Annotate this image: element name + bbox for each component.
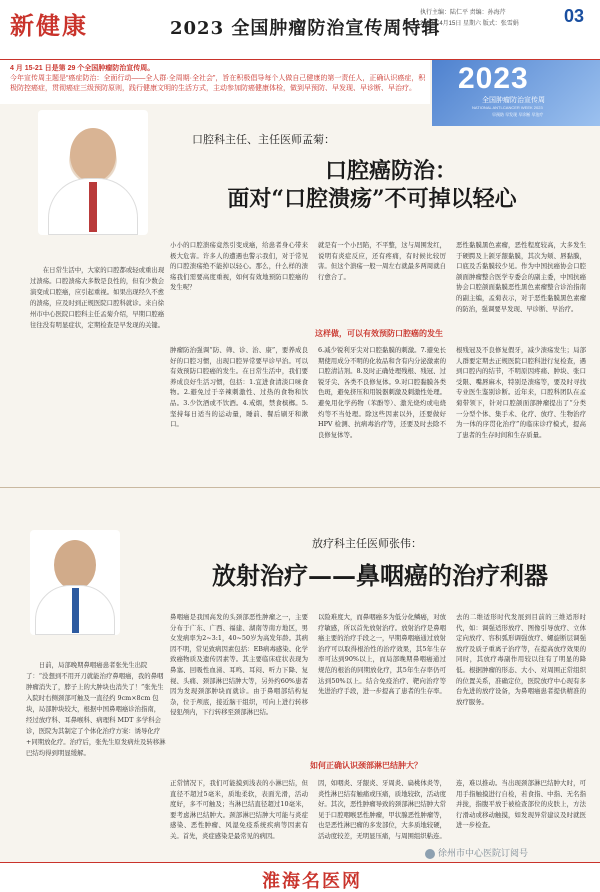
section1-column-1: 小小的口腔溃疡竟然引变成癌，给患者身心带来极大危害。许多人的遭遇也警示我们，对于常见的口腔溃疡绝不能掉以轻心。那么，什么样的溃疡我们需要高度重视，如何有效地预防口腔癌的发生呢？ [170, 241, 308, 292]
poster-subtitle: 全国肿瘤防治宣传周 [482, 97, 545, 104]
section1-column-3: 恶性黏膜黑色素瘤，恶性程度较高，大多发生于硬腭及上颌牙龈黏膜，其次为颊、唇黏膜，口底及舌黏膜较少见。作为中国抗癌协会口腔颌面肿瘤整合医学专委会的副主委，中国抗癌协会口腔颌面黏膜恶性黑色素瘤整合诊治指南的副主编，孟菊表示，对于恶性黏膜黑色素瘤的防治，强调要早发现、早诊断、早治疗。 [456, 241, 586, 313]
section1-headline-line1: 口腔癌防治： [324, 158, 457, 184]
section2-column-3: 去的二维适形时代发展到目前的三维适形时代，如：调强适形放疗、图像引导放疗、立体定向放疗、容积弧形调强放疗、螺旋断层调强放疗及质子重离子治疗等，在提高放疗效果的同时，其放疗毒副作用较以往有了明显的降低。根据肿瘤的形态、大小、对周围正常组织的位置关系，准确定位，医院放疗中心现有多台先进的放疗设备，为鼻咽癌患者提供精准的放疗服务。 [456, 613, 586, 706]
wechat-watermark [425, 846, 528, 859]
doctor-tie [72, 588, 79, 633]
section1-sidebar: 在日常生活中，大家的口腔都或轻或重出现过溃疡。口腔溃疡大多数是良性的，但有少数会演变成口腔癌，应引起重视。如果出现经久不愈的溃疡，应及时到正规医院口腔科就诊。来自徐州市中心医院口腔科主任孟菊介绍，早期口腔癌往往没有明显症状，定期检查是早发现的关键。 [30, 266, 165, 329]
meta-line-2: 2023年4月15日 星期六 版式：张雪娟 [420, 21, 519, 27]
doctor-tie [89, 182, 97, 232]
intro-strip [0, 60, 430, 104]
section2-column-4: 正常情况下，我们可能摸到浅表的小淋巴结，但直径不超过5毫米，质地柔软，表面光滑，活动度好，多不可触及；当淋巴结直径超过10毫米，要考虑淋巴结肿大。颈部淋巴结肿大可能与炎症感染、恶性肿瘤、风湿免疫系统疾病等因素有关。首先，炎症感染是最常见的病因。 [170, 779, 308, 840]
intro-line-2: 今年宣传周主题是“癌症防治：全面行动——全人群·全周期·全社会”，旨在积极倡导每个人做自己健康的第一责任人，正确认识癌症，积极防控癌症，贯彻癌症三级预防原则，践行健康文明的生活方式，主动参加防癌健康体检，做到早预防、早发现、早诊断、早治疗。 [10, 75, 426, 92]
section2-byline: 放疗科主任医师张伟： [312, 538, 422, 550]
campaign-poster [432, 60, 600, 126]
doctor-face [70, 128, 116, 182]
newspaper-logo: 新健康 [10, 11, 88, 40]
editorial-meta [420, 8, 519, 30]
section1-column-2: 就是有一个小凹陷，不平整，这与周围发红，说明有炎症反应，还有疼痛，有时候比较厉害。但这个溃疡一般一周左右就最多两周就自行愈合了。 [318, 241, 446, 281]
section1-column-6: 根残冠及不良修复假牙，减少溃疡发生；局部人群要定期去正规医院口腔科进行复检查，遇到口腔内的结节，不明原因疼痛、肿块、张口受限、嘴唇麻木，特别是溃疡等，要及时寻找专业医生鉴别诊断。近年来，口腔科团队在孟菊带领下，针对口腔颌面部肿瘤提出了“分类一分型个体、集手术、化疗、放疗、生物治疗为一体的序贯化治疗”的临床诊疗模式，提高了患者的生存时间和生存质量。 [456, 346, 586, 439]
section2-column-1: 鼻咽癌是我国高发的头颈部恶性肿瘤之一，主要分布于广东、广西、福建、湖南等南方地区，男女发病率为2~3:1，40~50岁为高发年龄。其病因不明，常见致病因素包括：EB病毒感染、化学致癌物质及遗传因素等。其主要临床症状表现为鼻塞、回吸性血涕、耳鸣、耳闷、听力下降、复视、头痛、颈部淋巴结肿大等，另外约60%患者因为发现颈部肿块而就诊。由于鼻咽部结构复杂，位于颅底，接近脑干组织，可向上进行转移侵犯颅内，下行转移至颈部淋巴结。 [170, 613, 308, 717]
section2-column-6: 连，难以推动。当出现颈部淋巴结肿大时，可用手指触摸进行自检，若食指、中指、无名指并拢，指腹平放于被检查部位的皮肤上，方法行滑动或移动触摸，如发现异常建议及时就医进一步检查。 [456, 779, 586, 830]
section1-subheading: 这样做，可以有效预防口腔癌的发生 [315, 329, 443, 338]
section1-byline: 口腔科主任、主任医师孟菊： [192, 134, 335, 146]
page-number: 03 [564, 6, 585, 26]
wechat-icon [425, 849, 435, 859]
footer-brand: 淮海名医网 [262, 871, 362, 892]
poster-english: NATIONAL ANTI-CANCER WEEK 2023 [472, 105, 543, 110]
masthead [0, 0, 600, 60]
intro-text [10, 64, 430, 94]
doctor-face [54, 540, 96, 590]
section2-sidebar: 日前，局部晚期鼻咽癌患者张先生出院了：“没想到不用开刀就能治疗鼻咽癌，我的鼻咽肿瘤消失了，脖子上的大肿块也消失了！”张先生入院时右侧颈部可触及一直径约 9cm×8cm 包块，局部肿块较大，根据中国鼻咽癌诊治指南，经过放疗科、耳鼻喉科、病理科 MDT 多学科会诊，医院为其制定了个体化治疗方案：诱导化疗+同期放化疗。治疗后，张先生原发病灶及转移淋巴结均得到明显缓解。 [26, 661, 166, 757]
doctor-photo-zhang [30, 530, 120, 635]
doctor-photo-meng [38, 110, 148, 235]
intro-line-1: 4 月 15-21 日是第 29 个全国肿瘤防治宣传周。 [10, 65, 155, 72]
section1-column-5: 6.减少锐利牙尖对口腔黏膜的刺激。7.避免长期使用成分不明的化妆品和含有内分泌激素的口腔清洁剂。8.及时正确处理残根、残冠、过锐牙尖、各类不良修复体。9.对口腔黏膜各类色斑，避免挤压和用锐器刺激及刺激性处理。避免用化学药物（苯酚等）、激光烧灼或电烧灼等不当处理。除这些因素以外，还要做好 HPV 检测、抗病毒治疗等，还要及时去除不良修复体等。 [318, 346, 446, 439]
poster-tags: 早预防 早发现 早诊断 早治疗 [492, 112, 544, 117]
meta-line-1: 执行主编：陆仁平 责编：孙海芹 [420, 10, 506, 16]
special-edition-title: 2023 全国肿瘤防治宣传周特辑 [170, 18, 441, 39]
section2-column-5: 因，如咽炎、牙龈炎、牙周炎、扁桃体炎等，炎性淋巴结有触痛或压痛，质地较软，活动度好。其次，恶性肿瘤导致的颈部淋巴结肿大常见于口腔咽喉恶性肿瘤，甲状腺恶性肿瘤等，也是恶性淋巴瘤的多发部位，大多质地较硬，活动度较差，无明显压痛，与周围组织粘连。 [318, 779, 446, 840]
footer [0, 862, 600, 892]
poster-year: 2023 [458, 62, 529, 95]
section1-headline-line2: 面对“口腔溃疡”不可掉以轻心 [227, 186, 517, 212]
section2-subheading: 如何正确认识颈部淋巴结肿大？ [310, 761, 422, 770]
section2-headline: 放射治疗——鼻咽癌的治疗利器 [212, 561, 548, 590]
section1-column-4: 肿瘤防治强调“防、筛、诊、治、康”，要养成良好的口腔习惯，出现口腔异常要早诊早治。可以有效预防口腔癌的发生。在日常生活中，我们要养成良好生活习惯，包括：1.宜进食清淡口味食物。2.避免过于辛辣刺激性、过热的食物和饮品。3.少饮酒或不饮酒。4.戒烟，禁食槟榔。5.坚持每日适当的运动量，睡前、餐后刷牙和漱口。 [170, 346, 308, 429]
watermark-text: 徐州市中心医院订阅号 [438, 848, 529, 858]
section-divider [0, 487, 600, 488]
section2-column-2: 以险难度大，而鼻咽癌多为低分化鳞癌，对放疗敏感，所以首先放射治疗。放射治疗是鼻咽癌主要的治疗手段之一，早期鼻咽癌通过放射治疗可以取得根治性的治疗效果，其5年生存率可达到90%以上，而局部晚期鼻咽癌通过规范的根治的同期放化疗，其5年生存率仍可达到50%以上。结合免疫治疗、靶向治疗等先进治疗手段，进一步提高了患者的生存率。 [318, 613, 446, 696]
